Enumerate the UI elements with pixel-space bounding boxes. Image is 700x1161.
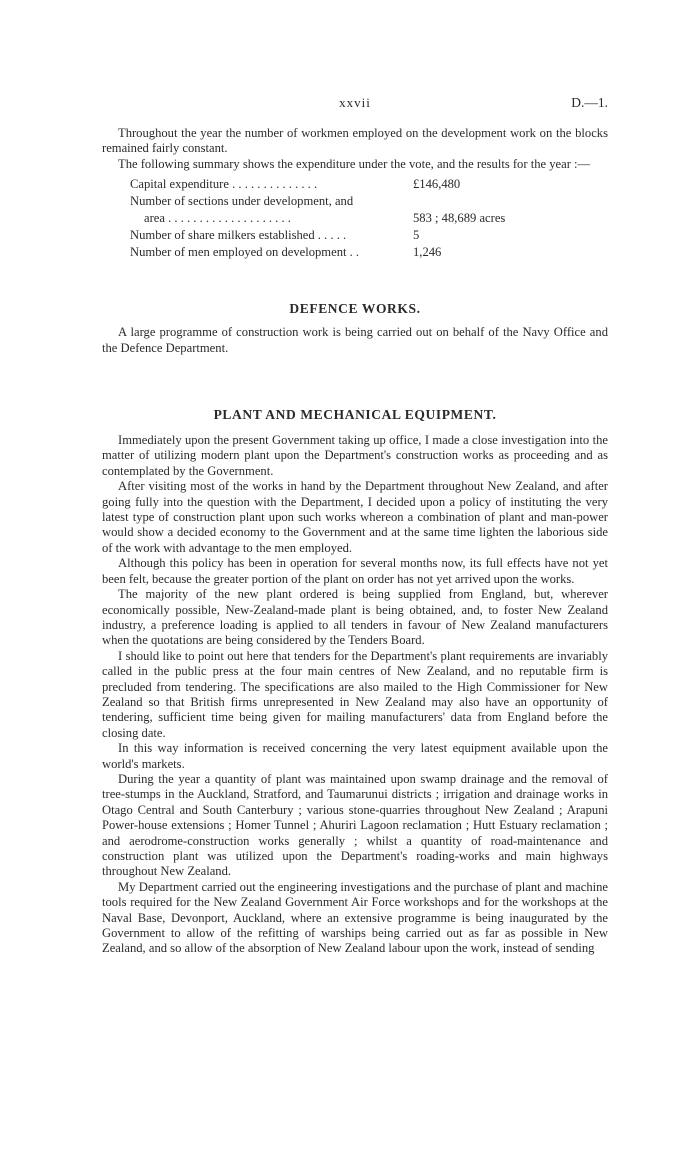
summary-value: 1,246 [413,245,442,260]
summary-value: 5 [413,228,420,243]
summary-label: Number of sections under development, and [130,194,354,209]
summary-label: Number of men employed on development . . [130,245,360,260]
plant-paragraph: During the year a quantity of plant was maintained upon swamp drainage and the removal of tree-stumps in the Auckland, Stratford, and Taumarunui districts ; irrigation and drainage works in Otago Central and South Canterbury ; various stone-quarries throughout New Zealand ; Arapuni Power-house extensions ; Homer Tunnel ; Ahuriri Lagoon reclamation ; Hutt Estuary reclamation ; and aerodrome-construction works generally ; whilst a quantity of road-maintenance and construction plant was utilized upon the Department's roading-works and main highways throughout New Zealand. [102,771,608,879]
summary-row [130,244,608,261]
summary-value [413,193,608,210]
page-header [102,95,608,117]
document-reference: D.—1. [571,95,608,110]
plant-paragraph: After visiting most of the works in hand by the Department throughout New Zealand, and after going fully into the question with the Department, I decided upon a policy of instituting the very latest type of construction plant upon such works whereon a combination of plant and man-power would show a decided economy to the Government and at the same time lighten the laborious side of the work with advantage to the men employed. [102,479,608,555]
intro-paragraph: Throughout the year the number of workmen employed on the development work on the blocks remained fairly constant. [102,126,608,156]
section-title-defence-works: DEFENCE WORKS. [289,301,421,317]
section-title-plant-equipment: PLANT AND MECHANICAL EQUIPMENT. [213,407,497,423]
summary-label: Capital expenditure . . . . . . . . . . . . . . [130,177,318,192]
plant-paragraph: My Department carried out the engineering investigations and the purchase of plant and machine tools required for the New Zealand Government Air Force workshops and for the workshops at the Naval Base, Devonport, Auckland, where an extensive programme is being inaugurated by the Government to allow of the refitting of warships being carried out as far as possible in New Zealand, and so allow of the absorption of New Zealand labour upon the work, instead of sending [102,879,608,956]
defence-paragraph: A large programme of construction work is being carried out on behalf of the Navy Office and the Defence Department. [102,325,608,355]
plant-paragraph: Although this policy has been in operation for several months now, its full effects have not yet been felt, because the greater portion of the plant on order has not yet arrived upon the works. [102,556,608,586]
summary-row [130,193,608,210]
summary-value: 583 ; 48,689 acres [413,211,506,226]
summary-row [130,227,608,244]
intro-paragraph: The following summary shows the expenditure under the vote, and the results for the year :— [118,156,591,171]
summary-value: £146,480 [413,177,461,192]
summary-label: Number of share milkers established . . . . . [130,228,347,243]
summary-row [130,210,608,227]
summary-label: area . . . . . . . . . . . . . . . . . . . . [144,211,291,226]
summary-row [130,176,608,193]
page-number: xxvii [339,95,371,110]
plant-paragraph: Immediately upon the present Government taking up office, I made a close investigation into the matter of utilizing modern plant upon the Department's construction works as proceeding and as contemplated by the Government. [102,433,608,478]
document-page [102,95,608,957]
summary-table [130,176,608,261]
plant-paragraph: I should like to point out here that tenders for the Department's plant requirements are invariably called in the public press at the four main centres of New Zealand, and no reputable firm is precluded from tendering. The specifications are also mailed to the High Commissioner for New Zealand so that British firms unrepresented in New Zealand may also have an opportunity of tendering, sufficient time being given for mailing manufacturers' data from England before the closing date. [102,648,608,740]
plant-paragraph: In this way information is received concerning the very latest equipment available upon the world's markets. [102,741,608,771]
plant-paragraph: The majority of the new plant ordered is being supplied from England, but, wherever economically possible, New-Zealand-made plant is being obtained, and, to foster New Zealand industry, a preference loading is applied to all tenders in favour of New Zealand manufacturers when the quotations are being considered by the Tenders Board. [102,587,608,648]
